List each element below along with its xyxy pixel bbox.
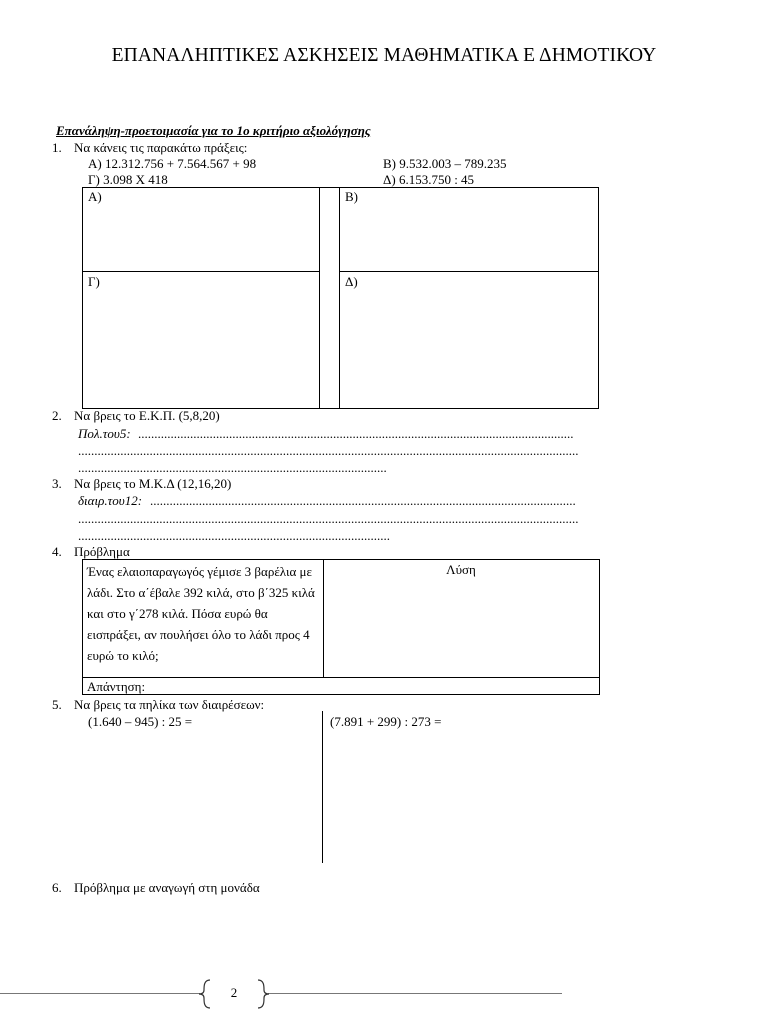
q3-answer-line-1: ...................................................................................................................................	[150, 493, 576, 508]
q4-text: Πρόβλημα	[74, 544, 130, 559]
q5-number: 5.	[52, 697, 62, 712]
q1-text: Να κάνεις τις παρακάτω πράξεις:	[74, 140, 248, 155]
q4-problem-statement: Ένας ελαιοπαραγωγός γέμισε 3 βαρέλια με λάδι. Στο α΄έβαλε 392 κιλά, στο β΄325 κιλά και στο γ΄278 κιλά. Πόσα ευρώ θα εισπράξει, αν πουλήσει όλο το λάδι προς 4 ευρώ το κιλό;	[87, 564, 315, 663]
q1-box-b-label: Β)	[345, 189, 358, 204]
q1-grid-row-divider-right	[339, 271, 599, 272]
q4-answer-label: Απάντηση:	[87, 679, 146, 694]
q1-box-a-label: Α)	[88, 189, 102, 204]
q4-solution-label: Λύση	[446, 562, 476, 577]
q1-grid-row-divider-left	[82, 271, 320, 272]
footer-rule-right	[268, 993, 562, 994]
q3-answer-line-3: ................................................................................................	[78, 528, 390, 543]
q5-left-division: (1.640 – 945) : 25 =	[88, 714, 193, 729]
q1-grid-divider-left	[319, 187, 320, 409]
section-subtitle: Επανάληψη-προετοιμασία για το 1ο κριτήριο αξιολόγησης	[56, 123, 371, 138]
q6-text: Πρόβλημα με αναγωγή στη μονάδα	[74, 880, 260, 895]
footer-rule-left	[0, 993, 200, 994]
q4-problem-table	[82, 559, 600, 695]
q1-b: Β) 9.532.003 – 789.235	[383, 156, 507, 171]
q5-right-division: (7.891 + 299) : 273 =	[330, 714, 442, 729]
q1-number: 1.	[52, 140, 62, 155]
q1-d: Δ) 6.153.750 : 45	[383, 172, 475, 187]
q4-answer-divider	[83, 677, 599, 678]
q2-answer-line-3: ...............................................................................................	[78, 460, 387, 475]
q3-hint: διαιρ.του12:	[78, 493, 143, 508]
q6-number: 6.	[52, 880, 62, 895]
page-number: 2	[230, 985, 238, 1000]
q1-grid-divider-right	[339, 187, 340, 409]
q3-number: 3.	[52, 476, 62, 491]
q1-box-d-label: Δ)	[345, 274, 358, 289]
q2-answer-line-1: ......................................................................................................................................	[138, 426, 574, 441]
q3-answer-line-2: ..........................................................................................................................................................	[78, 511, 579, 526]
q2-number: 2.	[52, 408, 62, 423]
q1-box-c-label: Γ)	[88, 274, 100, 289]
q5-divider	[322, 711, 323, 863]
q2-text: Να βρεις το Ε.Κ.Π. (5,8,20)	[74, 408, 220, 423]
q2-answer-line-2: ..........................................................................................................................................................	[78, 443, 579, 458]
q4-number: 4.	[52, 544, 62, 559]
q5-text: Να βρεις τα πηλίκα των διαιρέσεων:	[74, 697, 265, 712]
page-title: ΕΠΑΝΑΛΗΠΤΙΚΕΣ ΑΣΚΗΣΕΙΣ ΜΑΘΗΜΑΤΙΚΑ Ε ΔΗΜΟΤΙΚΟΥ	[111, 45, 657, 66]
q1-c: Γ) 3.098 Χ 418	[88, 172, 168, 187]
q3-text: Να βρεις το Μ.Κ.Δ (12,16,20)	[74, 476, 232, 491]
q1-grid-frame	[82, 187, 599, 409]
q1-a: Α) 12.312.756 + 7.564.567 + 98	[88, 156, 257, 171]
q2-hint: Πολ.του5:	[78, 426, 131, 441]
